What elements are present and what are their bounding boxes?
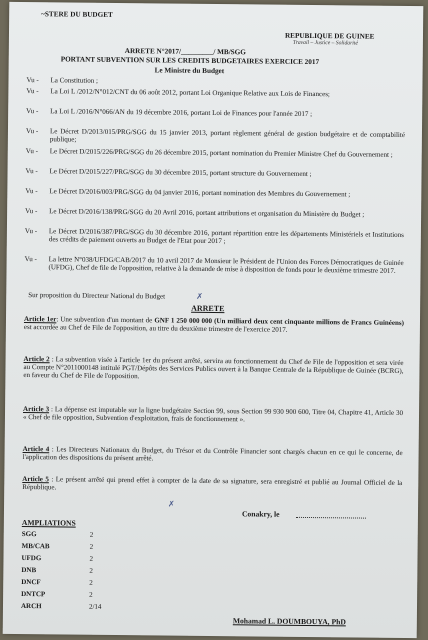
visa-text: Le Décret D/2013/015/PRG/SGG du 15 janvier 2013, portant règlement général de gestion budgétaire et de comptabilité publique; xyxy=(49,127,405,144)
document-page xyxy=(3,2,424,638)
article-text: : Les Directeurs Nationaux du Budget, du Trésor et du Contrôle Financier sont chargés chacun en ce qui le concerne, de l'application des dispositions du présent arrêté. xyxy=(22,445,403,463)
visa-item xyxy=(26,76,407,85)
visa-item xyxy=(25,187,405,199)
article-label: Article 4 xyxy=(22,445,50,454)
visa-label: Vu - xyxy=(25,127,39,136)
place-date: Conakry, le xyxy=(241,509,280,519)
visa-text: La Loi L /2012/N°012/CNT du 06 août 2012, portant Loi Organique Relative aux Lois de Finances; xyxy=(50,87,330,99)
visa-text: La Constitution ; xyxy=(50,76,98,85)
republic-header: REPUBLIQUE DE GUINEE xyxy=(284,31,375,41)
ampliation-name: DNCF xyxy=(21,578,41,587)
article-label: Article 2 xyxy=(23,355,50,364)
ampliation-row xyxy=(21,602,121,611)
visa-label: Vu - xyxy=(25,207,38,216)
date-blank-line xyxy=(296,517,366,519)
article-label: Article 1er xyxy=(23,315,57,324)
ampliation-name: DNB xyxy=(21,566,37,575)
visa-label: Vu - xyxy=(26,87,39,96)
republic-motto: Travail – Justice – Solidarité xyxy=(292,39,358,47)
visa-text: Le Décret D/2016/138/PRG/SGG du 20 Avril 2016, portant attributions et organisation du Ministère du Budget ; xyxy=(49,207,365,219)
ampliation-count: 2 xyxy=(89,590,93,599)
visa-item xyxy=(26,107,406,119)
article-text: : La subvention visée à l'article 1er du présent arrêté, servira au fonctionnement du Chef de File de l'opposition et sera virée au Compte N°2011000148 intitulé PGT/Dépôts des Services Publics ouvert à la Banque Centrale de la République de Guinée (BCRG), en faveur du Chef de File de l'opposition. xyxy=(23,355,404,381)
visa-item xyxy=(25,127,406,144)
visa-text: La lettre N°038/UFDG/CAB/2017 du 10 avril 2017 de Monsieur le Président de l'Union des Forces Démocratiques de Guinée (UFDG), Chef de file de l'opposition, relative à la demande de mise à disposition de fonds pour le deuxième trimestre 2017. xyxy=(48,255,404,275)
article-2 xyxy=(23,356,403,384)
article-label: Article 5 xyxy=(22,475,49,484)
article-text: est accordée au Chef de File de l'opposition, au titre du deuxième trimestre de l'exercice 2017. xyxy=(23,322,288,334)
visa-item xyxy=(25,167,406,179)
handwritten-mark: ✗ xyxy=(196,291,203,301)
ampliation-name: MB/CAB xyxy=(21,542,50,551)
ampliation-name: UFDG xyxy=(21,554,42,563)
ampliation-count: 2 xyxy=(89,542,94,551)
visa-label: Vu - xyxy=(24,227,38,236)
article-4 xyxy=(23,446,403,466)
visa-text: Le Décret D/2015/227/PRG/SGG du 30 décembre 2015, portant structure du Gouvernement ; xyxy=(49,167,312,179)
ampliation-name: SGG xyxy=(21,530,37,539)
proposal-line: Sur proposition du Directeur National du Budget xyxy=(28,291,166,301)
article-label: Article 3 xyxy=(23,405,50,414)
ampliation-count: 2 xyxy=(89,578,93,587)
arrete-heading: ARRETE xyxy=(191,303,225,314)
ampliation-row xyxy=(21,578,121,587)
article-5 xyxy=(22,476,402,496)
ampliation-count: 2 xyxy=(89,530,94,539)
ampliation-name: DNTCP xyxy=(21,590,46,599)
visa-label: Vu - xyxy=(26,107,39,116)
minister-title: Le Ministre du Budget xyxy=(154,66,225,76)
visa-text: Le Décret D/2015/226/PRG/SGG du 26 décembre 2015, portant nomination du Premier Ministre Chef du Gouvernement ; xyxy=(49,147,393,159)
arrete-title: PORTANT SUBVENTION SUR LES CREDITS BUDGETAIRES EXERCICE 2017 xyxy=(60,55,320,67)
arrete-number: ARRETE N°2017/_________/ MB/SGG xyxy=(124,47,246,57)
article-text: : Une subvention d'un montant de xyxy=(56,315,155,325)
visa-label: Vu - xyxy=(25,147,39,156)
ampliations-title: AMPLIATIONS xyxy=(21,518,76,528)
visa-label: Vu - xyxy=(25,187,38,196)
visa-label: Vu - xyxy=(26,76,39,85)
article-text: : Le présent arrêté qui prend effet à compter de la date de sa signature, sera enregistré et publié au Journal Officiel de la République. xyxy=(22,475,403,492)
article-amount: GNF 1 250 000 000 (Un milliard deux cent cinquante millions de Francs Guinéens) xyxy=(154,316,405,327)
article-3 xyxy=(23,406,403,426)
ampliation-row xyxy=(22,542,122,551)
ampliation-row xyxy=(21,590,121,599)
ampliation-count: 2 xyxy=(89,566,93,575)
visa-text: Le Décret D/2016/003/PRG/SGG du 04 janvier 2016, portant nomination des Membres du Gouvernement ; xyxy=(49,187,351,199)
visa-label: Vu - xyxy=(24,255,37,264)
ampliation-row xyxy=(21,554,121,563)
ampliation-row xyxy=(21,566,121,575)
visa-item xyxy=(24,227,405,246)
signatory-name: Mohamad L. DOUMBOUYA, PhD xyxy=(232,616,346,627)
handwritten-mark: ✗ xyxy=(168,499,175,509)
article-text: : La dépense est imputable sur la ligne budgétaire Section 99, sous Section 99 930 900 600, Titre 04, Chapitre 41, Article 30 « Chef de file opposition, Subvention d'exploitation, frais de fonctionnement ». xyxy=(22,405,404,424)
ampliation-count: 2/14 xyxy=(88,602,102,611)
visa-text: Le Décret D/2016/387/PRG/SGG du 30 décembre 2016, portant répartition entre les départements Ministériels et Institutions des crédits de paiement ouverts au Budget de l'Etat pour 2017 ; xyxy=(48,227,404,246)
visa-label: Vu - xyxy=(25,167,38,176)
visa-item xyxy=(25,147,406,159)
visa-item xyxy=(24,255,405,275)
ampliation-count: 2 xyxy=(89,554,94,563)
article-1 xyxy=(24,316,404,336)
visa-text: La Loi L /2016/N°066/AN du 19 décembre 2016, portant Loi de Finances pour l'année 2017 ; xyxy=(50,107,313,119)
ampliation-name: ARCH xyxy=(20,602,42,611)
visa-item xyxy=(26,87,406,99)
ministry-header: ~STERE DU BUDGET xyxy=(41,10,113,19)
visa-item xyxy=(25,207,405,219)
ampliation-row xyxy=(22,530,122,539)
